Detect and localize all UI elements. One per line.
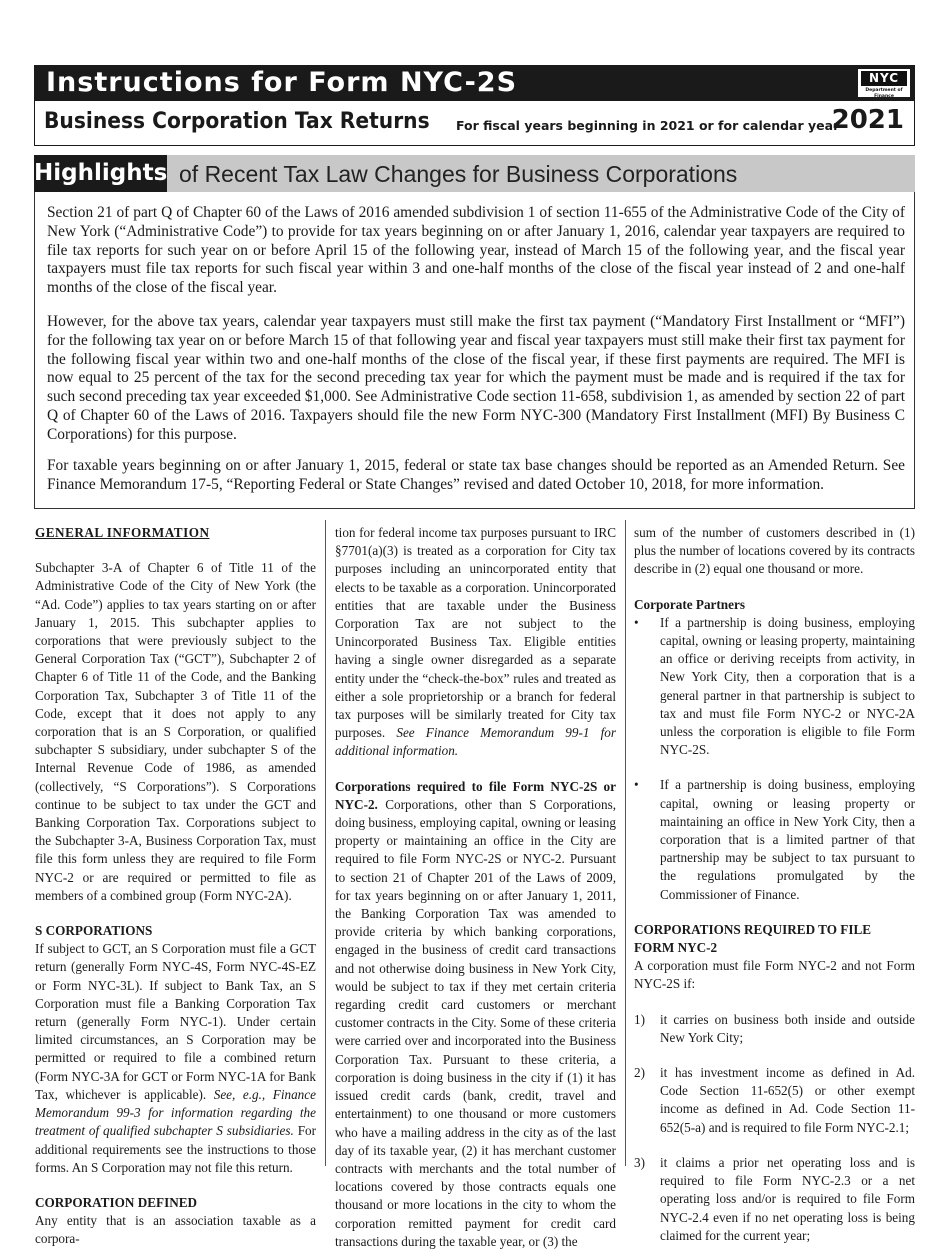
logo-mark: NYC <box>861 71 907 86</box>
list-item: • If a partnership is doing business, employing capital, owning or leasing property, maintaining an office or deriving receipts from activity, in New York City, then a corporation that is a general partner in that partnership is subject to tax and must file Form NYC-2 or NYC-2A unless the corporation is eligible to file Form NYC-2S. <box>634 614 915 758</box>
column-2 <box>335 524 616 1251</box>
corporation-defined-heading: CORPORATION DEFINED <box>35 1194 198 1210</box>
nyc2-required-heading-line-1: CORPORATIONS REQUIRED TO FILE <box>634 921 872 937</box>
nyc2-required-heading-line-2: FORM NYC-2 <box>634 940 718 956</box>
nyc-finance-logo <box>858 69 910 97</box>
form-title: Instructions for Form NYC-2S <box>46 67 518 98</box>
list-item: 1) it carries on business both inside and outside New York City; <box>634 1011 915 1045</box>
highlights-paragraph-2: However, for the above tax years, calendar year taxpayers must still make the first tax payment (“Mandatory First Installment or “MFI”) for the following tax year on or before March 15 of that following year and fiscal year taxpayers must still make their first tax payment for the following fiscal year within two and one-half months of the close of the fiscal year, if these first payments are required. The MFI is now equal to 25 percent of the tax for the second preceding tax year for which the payment must be made and is required if the tax for such second preceding tax year exceeded $1,000. See Administrative Code section 11-658, subdivision 1, as amended by section 22 of part Q of Chapter 60 of the Laws of 2016. Taxpayers should file the new Form NYC-300 (Mandatory First Installment (MFI) By Business C Corporations) for this purpose. <box>47 313 905 443</box>
s-corporations-text: If subject to GCT, an S Corporation must file a GCT return (generally Form NYC-4S, Form NYC-4S-EZ or Form NYC-3L). If subject to Bank Tax, an S Corporation must file a Banking Corporation Tax return (generally Form NYC-1). Under certain limited circumstances, an S Corporation may be permitted or required to file a combined return (Form NYC-3A for GCT or Form NYC-1A for Bank Tax, whichever is applicable). See, e.g., Finance Memorandum 99-3 for information regarding the treatment of qualified subchapter S subsidiaries. For additional requirements see the instructions to those forms. An S Corporation may not file this return. <box>35 941 317 1175</box>
bullet-mark: • <box>634 777 639 793</box>
doing-business-continued: sum of the number of customers described in (1) plus the number of locations covered by its contracts describe in (2) equal one thousand or more. <box>634 525 915 577</box>
highlights-paragraph-3: For taxable years beginning on or after January 1, 2015, federal or state tax base changes should be reported as an Amended Return. See Finance Memorandum 17-5, “Reporting Federal or State Changes” revised and dated October 10, 2018, for more information. <box>47 457 905 493</box>
column-divider-1 <box>325 520 326 1166</box>
highlights-heading: of Recent Tax Law Changes for Business Corporations <box>179 161 738 187</box>
corporations-required-text: Corporations required to file Form NYC-2S or NYC-2. Corporations, other than S Corporations, doing business, employing capital, owning or leasing property or maintaining an office in the City are required to file Form NYC-2S or NYC-2. Pursuant to section 21 of Chapter 201 of the Laws of 2009, for tax years beginning on or after January 1, 2011, the Banking Corporation Tax was amended to provide criteria by which banking corporations, engaged in the business of credit card transactions and not otherwise doing business in New York City, would be subject to tax if they met certain criteria regarding credit card customers or merchant customer contracts in the City. Some of these criteria were carried over and incorporated into the Business Corporation Tax. Pursuant to these criteria, a corporation is doing business in the city if (1) it has issued credit cards (bank, credit, travel and entertainment) to one thousand or more customers who have a mailing address in the city as of the last day of its taxable year, (2) it has merchant customer contracts with merchants and the total number of locations covered by those contracts equals one thousand or more locations in the city to whom the corporation remitted payment for credit card transactions during the taxable year, or (3) the <box>335 778 617 1249</box>
item-number: 1) <box>634 1011 645 1027</box>
corporate-partners-heading: Corporate Partners <box>634 596 745 612</box>
finance-memo-99-3-ref: See, e.g., Finance Memorandum 99-3 for information regarding the treatment of qualified subchapter S subsidiaries. <box>35 1086 316 1139</box>
item-number: 2) <box>634 1065 645 1081</box>
highlights-bar <box>34 155 915 192</box>
list-item: 2) it has investment income as defined in Ad. Code Section 11-652(5) or other exempt income as defined in Ad. Code Section 11-652(5-a) and is required to file Form NYC-2.1; <box>634 1065 915 1135</box>
corporations-required-heading: Corporations required to file Form NYC-2S or NYC-2. <box>335 778 616 812</box>
highlights-label: Highlights <box>34 155 167 192</box>
corporation-defined-continued: tion for federal income tax purposes pursuant to IRC §7701(a)(3) is treated as a corporation for City tax purposes including an unincorporated entity that elects to be taxable as a corporation. Unincorporated entities that are taxable under the Business Corporation Tax are not subject to the Unincorporated Business Tax. Eligible entities having a single owner disregarded as a separate entity under the “check-the-box” rules and treated as either a sole proprietorship or a branch for federal tax purposes will be similarly treated for City tax purposes. See Finance Memorandum 99-1 for additional information. <box>335 525 617 759</box>
subtitle-box <box>34 101 915 146</box>
bullet-mark: • <box>634 614 639 630</box>
s-corporations-heading: S CORPORATIONS <box>35 923 153 939</box>
highlights-paragraph-1: Section 21 of part Q of Chapter 60 of the Laws of 2016 amended subdivision 1 of section 11-655 of the Administrative Code of the City of New York (“Administrative Code”) to provide for tax years beginning on or after January 1, 2016, calendar year taxpayers are required to file tax reports for such year on or before April 15 of the following year, instead of March 15 of the following year, and the fiscal year taxpayers must file tax reports for such fiscal year within 3 and one-half months of the close of the fiscal year instead of 2 and one-half months of the close of the fiscal year. <box>47 204 905 297</box>
general-information-text: Subchapter 3-A of Chapter 6 of Title 11 of the Administrative Code of the City of New York (the “Ad. Code”) applies to tax years starting on or after January 1, 2015. This subchapter applies to corporations that were previously subject to the General Corporation Tax (“GCT”), Subchapter 2 of Chapter 6 of Title 11 of the Code, and the Banking Corporation Tax, Subchapter 3 of Title 11 of the Code, except that it does not apply to any corporation that is an S Corporation, or qualified subchapter S subsidiary, under subchapter S of the Internal Revenue Code of 1986, as amended (collectively, “S Corporations”). S Corporations continue to be subject to tax under the GCT and Banking Corporation Tax. Corporations subject to the Subchapter 3-A, Business Corporation Tax, must file this form unless they are required to file Form NYC-2 or are required or permitted to file as members of a combined group (Form NYC-2A). <box>35 560 316 903</box>
column-divider-2 <box>625 520 626 1166</box>
finance-memo-99-1-ref: See Finance Memorandum 99-1 for additional information. <box>335 725 617 759</box>
tax-year: 2021 <box>831 105 904 135</box>
item-number: 3) <box>634 1154 645 1170</box>
nyc2-required-intro: A corporation must file Form NYC-2 and not Form NYC-2S if: <box>634 958 915 992</box>
title-bar <box>34 65 915 101</box>
column-1 <box>35 524 316 1249</box>
list-item: 3) it claims a prior net operating loss and is required to file Form NYC-2.3 or a net operating loss and/or is required to file Form NYC-2.4 even if no net operating loss is being claimed for the current year; <box>634 1154 915 1243</box>
logo-caption: Department of Finance <box>865 88 903 99</box>
list-item: • If a partnership is doing business, employing capital, owning or leasing property or maintaining an office in New York City, then a corporation that is a limited partner of that partnership may be subject to tax pursuant to the regulations promulgated by the Commissioner of Finance. <box>634 777 915 902</box>
highlights-box <box>34 192 915 509</box>
column-3 <box>634 524 915 1245</box>
subtitle-note: For fiscal years beginning in 2021 or for calendar year <box>456 118 840 133</box>
corporation-defined-text: Any entity that is an association taxable as a corpora- <box>35 1213 316 1247</box>
general-information-heading: GENERAL INFORMATION <box>35 525 210 540</box>
subtitle: Business Corporation Tax Returns <box>44 109 430 134</box>
